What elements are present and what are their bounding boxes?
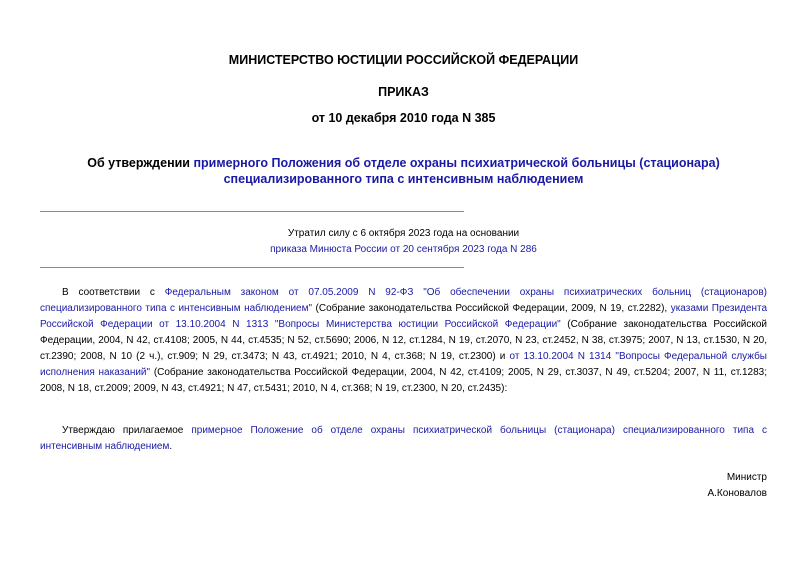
regulation-link[interactable]: примерное Положение об отделе охраны психиатрической больницы (стационара) специализированного типа с интенсивным наблюдением bbox=[40, 425, 768, 452]
doc-date-number: от 10 декабря 2010 года N 385 bbox=[311, 111, 496, 125]
basis-text-3: (Собрание законодательства Российской Федерации, 2004, N 42, ст.4108; 2005, N 44, ст.4535; N 52, ст.5690; 2006, N 12, ст.1284, N 19, ст.2070, N 23, ст.2452, N 38, ст.3975; 2007, N 13, ст.1530, N 20, ст.2390; 2008, N 10 (2 ч.), ст.909; N 29, ст.3473; N 43, ст.4921; 2010, N 4, ст.368; N 19, ст.2300) и bbox=[40, 319, 768, 362]
top-divider bbox=[40, 211, 464, 212]
basis-text-2: (Собрание законодательства Российской Федерации, 2009, N 19, ст.2282), bbox=[312, 303, 671, 314]
decree-1314-link[interactable]: от 13.10.2004 N 1314 "Вопросы Федеральной службы исполнения наказаний" bbox=[40, 351, 767, 378]
approval-text-2: . bbox=[169, 441, 173, 452]
federal-law-link[interactable]: Федеральным законом от 07.05.2009 N 92-ФЗ "Об обеспечении охраны психиатрических больниц (стационаров) специализированного типа с интенсивным наблюдением" bbox=[40, 287, 767, 314]
repeal-order-link[interactable]: приказа Минюста России от 20 сентября 2023 года N 286 bbox=[270, 244, 537, 255]
signatory-position: Министр bbox=[726, 472, 767, 483]
status-text: Утратил силу с 6 октября 2023 года на основании bbox=[287, 228, 520, 239]
ministry-heading: МИНИСТЕРСТВО ЮСТИЦИИ РОССИЙСКОЙ ФЕДЕРАЦИИ bbox=[228, 53, 579, 67]
basis-text-1: В соответствии с bbox=[62, 287, 165, 298]
approval-text-1: Утверждаю прилагаемое bbox=[62, 425, 192, 436]
bottom-divider bbox=[40, 267, 464, 268]
page-title bbox=[40, 155, 767, 187]
basis-text-4: (Собрание законодательства Российской Федерации, 2004, N 42, ст.4109; 2005, N 29, ст.3037, N 49, ст.5204; 2007, N 11, ст.1283; 2008, N 18, ст.2009; 2009, N 43, ст.4921; N 47, ст.5431; 2010, N 4, ст.368; N 19, ст.2300, N 20, ст.2435): bbox=[40, 367, 767, 394]
paragraph-basis bbox=[40, 285, 767, 397]
status-link-line bbox=[40, 242, 767, 258]
signatory-name: А.Коновалов bbox=[707, 488, 767, 499]
title-link[interactable]: примерного Положения об отделе охраны психиатрической больницы (стационара) специализированного типа с интенсивным наблюдением bbox=[193, 156, 720, 186]
decree-1313-link[interactable]: указами Президента Российской Федерации от 13.10.2004 N 1313 "Вопросы Министерства юстиции Российской Федерации" bbox=[40, 303, 768, 330]
paragraph-approval bbox=[40, 423, 767, 455]
title-prefix: Об утверждении bbox=[87, 156, 194, 170]
doc-type-heading: ПРИКАЗ bbox=[378, 85, 429, 99]
